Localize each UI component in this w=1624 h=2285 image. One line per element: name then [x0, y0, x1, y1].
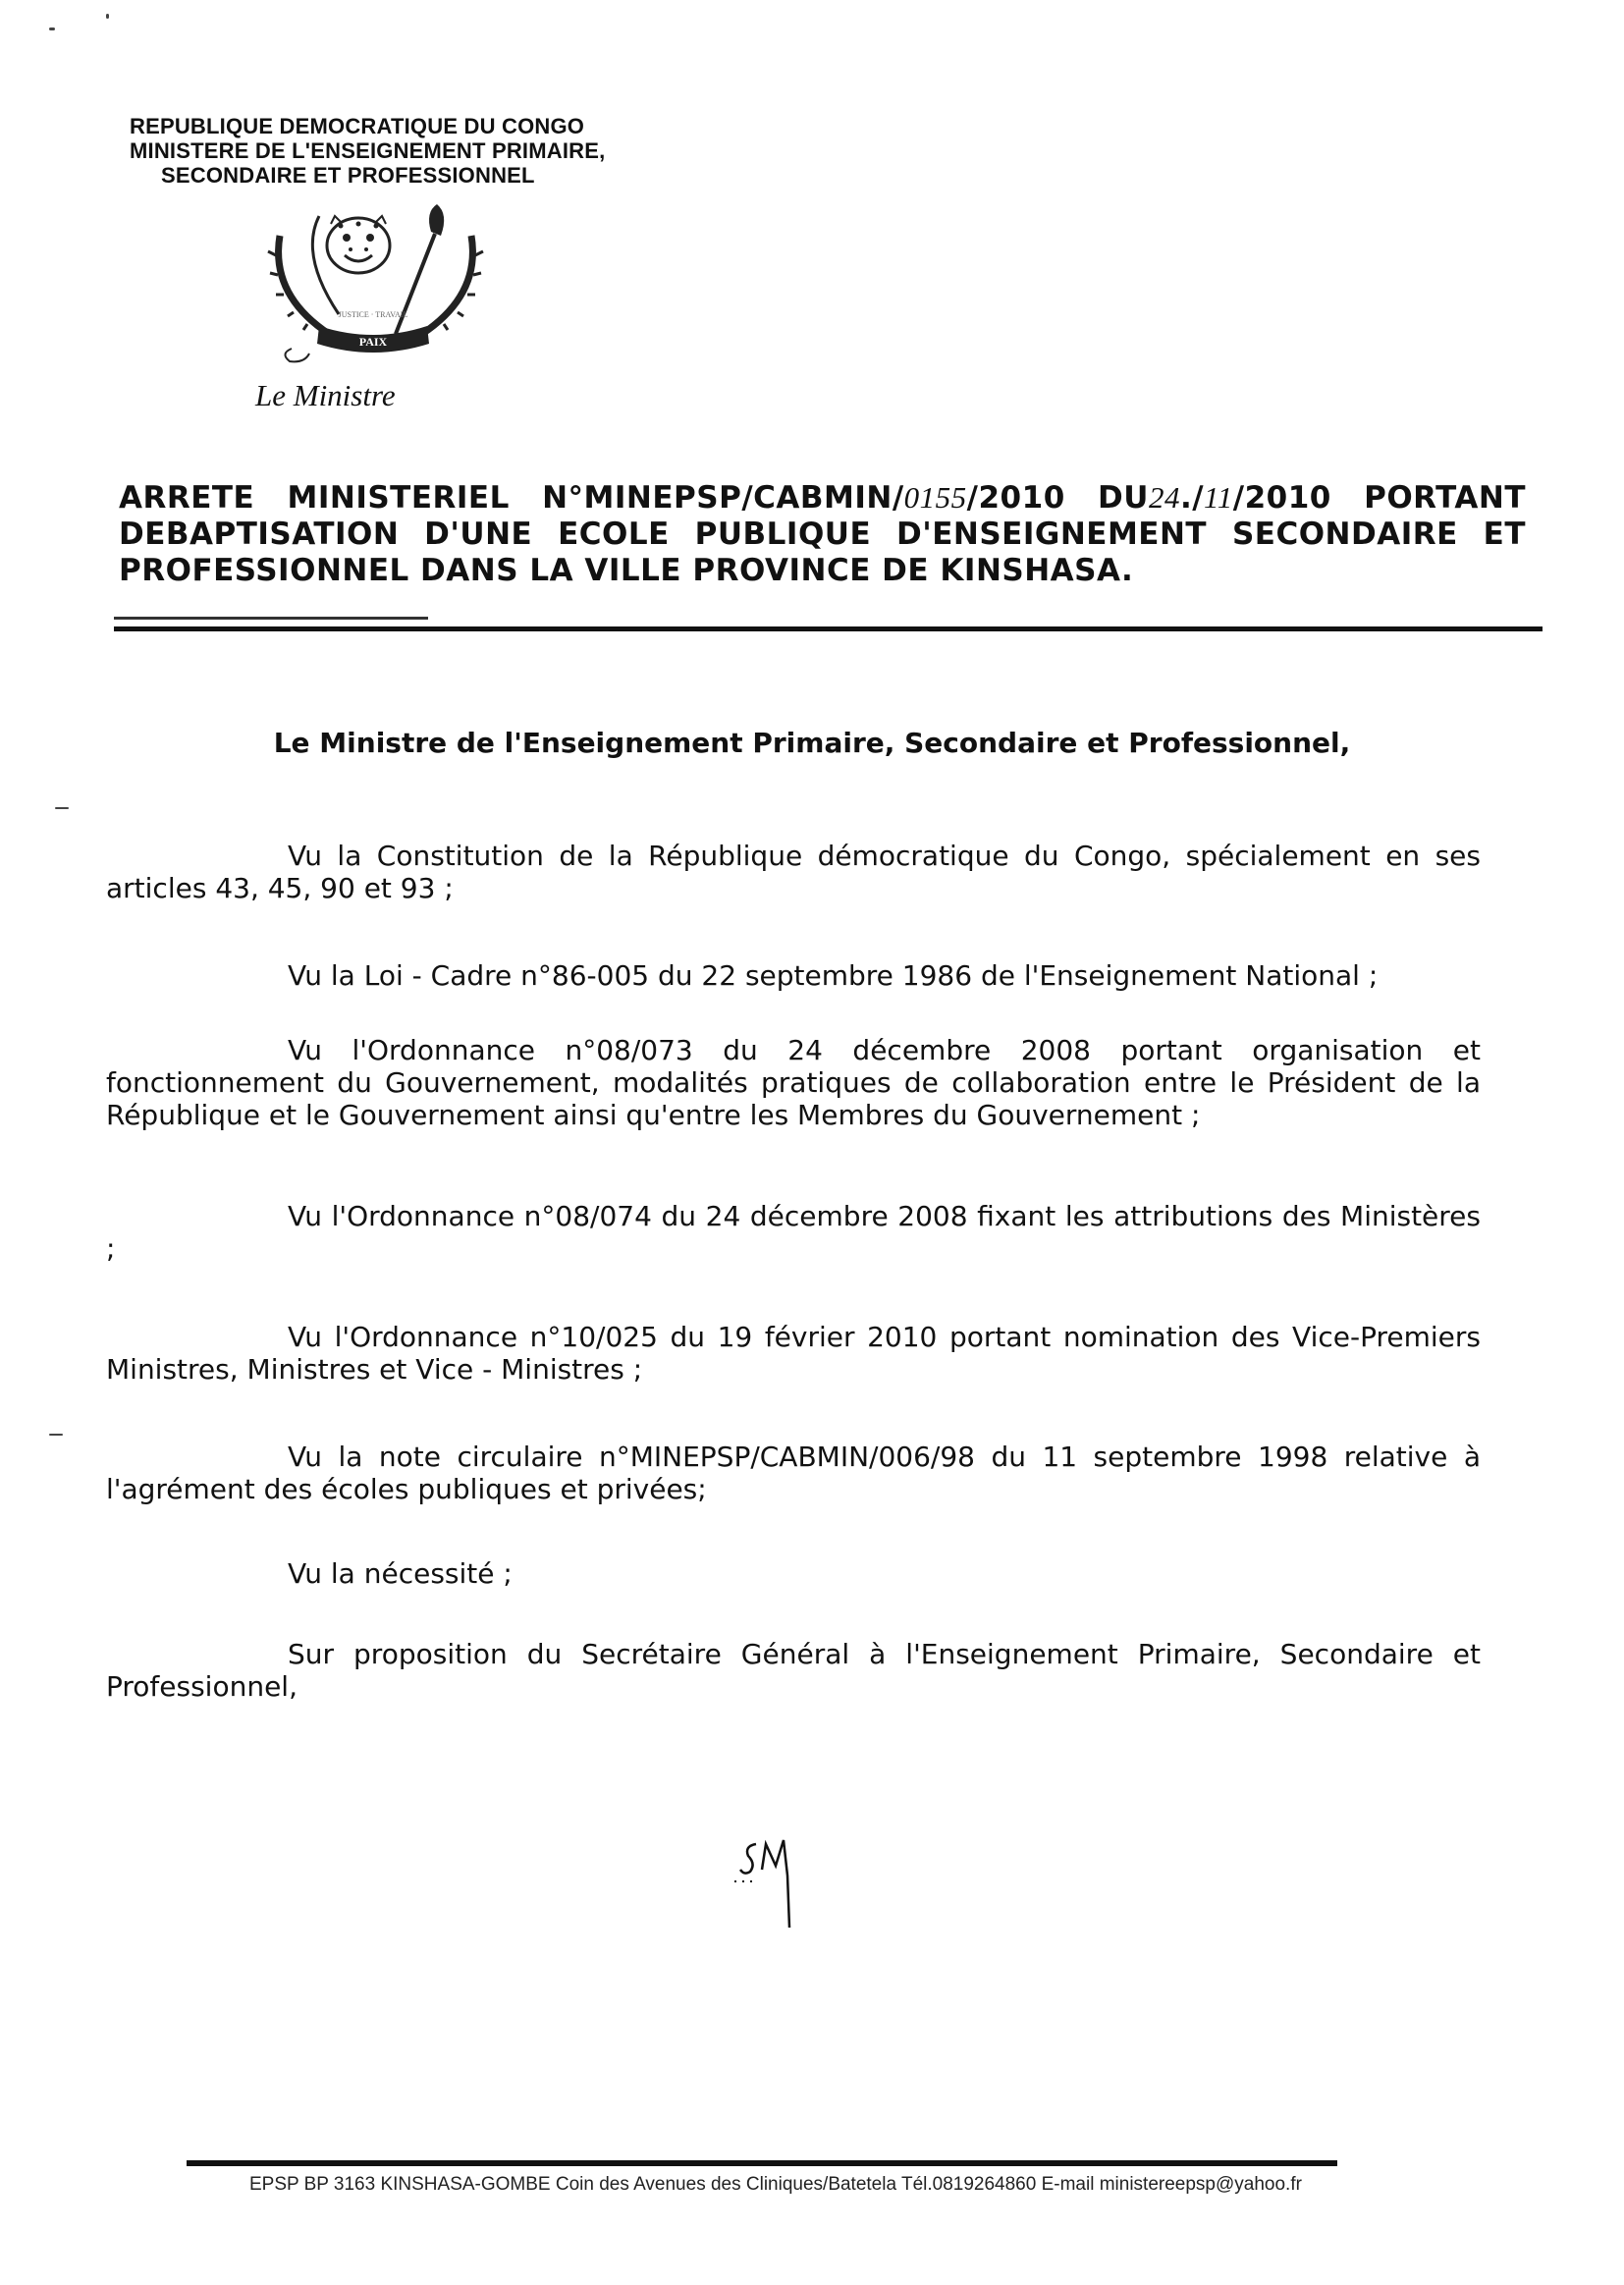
- coat-of-arms-emblem: [250, 196, 496, 373]
- motto-banner-text: JUSTICE · TRAVAIL: [338, 310, 408, 319]
- flourish-icon: [285, 349, 309, 361]
- title-part-1: ARRETE MINISTERIEL N°MINEPSP/CABMIN/: [119, 480, 904, 516]
- scan-speck: [49, 27, 55, 30]
- title-separator: ./: [1179, 480, 1205, 516]
- letterhead-line-2: MINISTERE DE L'ENSEIGNEMENT PRIMAIRE,: [130, 138, 606, 163]
- minister-label: Le Ministre: [255, 378, 396, 412]
- preamble-paragraph: Vu l'Ordonnance n°10/025 du 19 février 2010 portant nomination des Vice-Premiers Ministres, Ministres et Vice - Ministres ;: [106, 1321, 1481, 1386]
- title-part-3: /2010 PORTANT DEBAPTISATION D'UNE ECOLE PUBLIQUE D'ENSEIGNEMENT SECONDAIRE ET PROFESSIONNEL DANS LA VILLE PROVINCE DE KINSHASA.: [119, 480, 1526, 588]
- footer-contact: EPSP BP 3163 KINSHASA-GOMBE Coin des Avenues des Cliniques/Batetela Tél.0819264860 E-mail ministereepsp@yahoo.fr: [249, 2174, 1302, 2195]
- preamble-paragraph: Vu la nécessité ;: [288, 1557, 513, 1590]
- motto-text: PAIX: [358, 335, 388, 349]
- preamble-paragraph: Vu l'Ordonnance n°08/073 du 24 décembre 2008 portant organisation et fonctionnement du Gouvernement, modalités pratiques de collaboration entre le Président de la République et le Gouvernement ainsi qu'entre les Membres du Gouvernement ;: [106, 1034, 1481, 1131]
- scan-speck: [106, 14, 109, 19]
- decree-title: [119, 479, 1526, 589]
- letterhead-line-3: SECONDAIRE ET PROFESSIONNEL: [161, 163, 535, 188]
- preamble-paragraph: Vu l'Ordonnance n°08/074 du 24 décembre 2008 fixant les attributions des Ministères ;: [106, 1200, 1481, 1265]
- title-part-2: /2010 DU: [966, 480, 1149, 516]
- letterhead: [130, 114, 605, 188]
- preamble-paragraph: Sur proposition du Secrétaire Général à l'Enseignement Primaire, Secondaire et Professionnel,: [106, 1638, 1481, 1703]
- preamble-paragraph: Vu la Constitution de la République démocratique du Congo, spécialement en ses articles 43, 45, 90 et 93 ;: [106, 840, 1481, 904]
- handwritten-initials-signature: [727, 1824, 825, 1932]
- scan-speck: [49, 1434, 63, 1436]
- footer-divider: [187, 2160, 1337, 2166]
- laurel-branches-icon: [268, 236, 483, 334]
- handwritten-month: 11: [1204, 480, 1233, 515]
- handwritten-decree-number: 0155: [903, 480, 967, 515]
- letterhead-line-1: REPUBLIQUE DEMOCRATIQUE DU CONGO: [130, 114, 585, 138]
- handwritten-day: 24: [1148, 480, 1180, 515]
- scan-speck: [55, 807, 69, 809]
- title-underline-short: [114, 617, 428, 620]
- title-divider: [114, 626, 1543, 631]
- minister-intro: Le Ministre de l'Enseignement Primaire, Secondaire et Professionnel,: [273, 727, 1351, 759]
- preamble-paragraph: Vu la note circulaire n°MINEPSP/CABMIN/006/98 du 11 septembre 1998 relative à l'agrément des écoles publiques et privées;: [106, 1441, 1481, 1505]
- initials-text: SM: [727, 1824, 729, 1825]
- leopard-head-icon: [327, 216, 390, 273]
- preamble-paragraph: Vu la Loi - Cadre n°86-005 du 22 septembre 1986 de l'Enseignement National ;: [288, 959, 1379, 992]
